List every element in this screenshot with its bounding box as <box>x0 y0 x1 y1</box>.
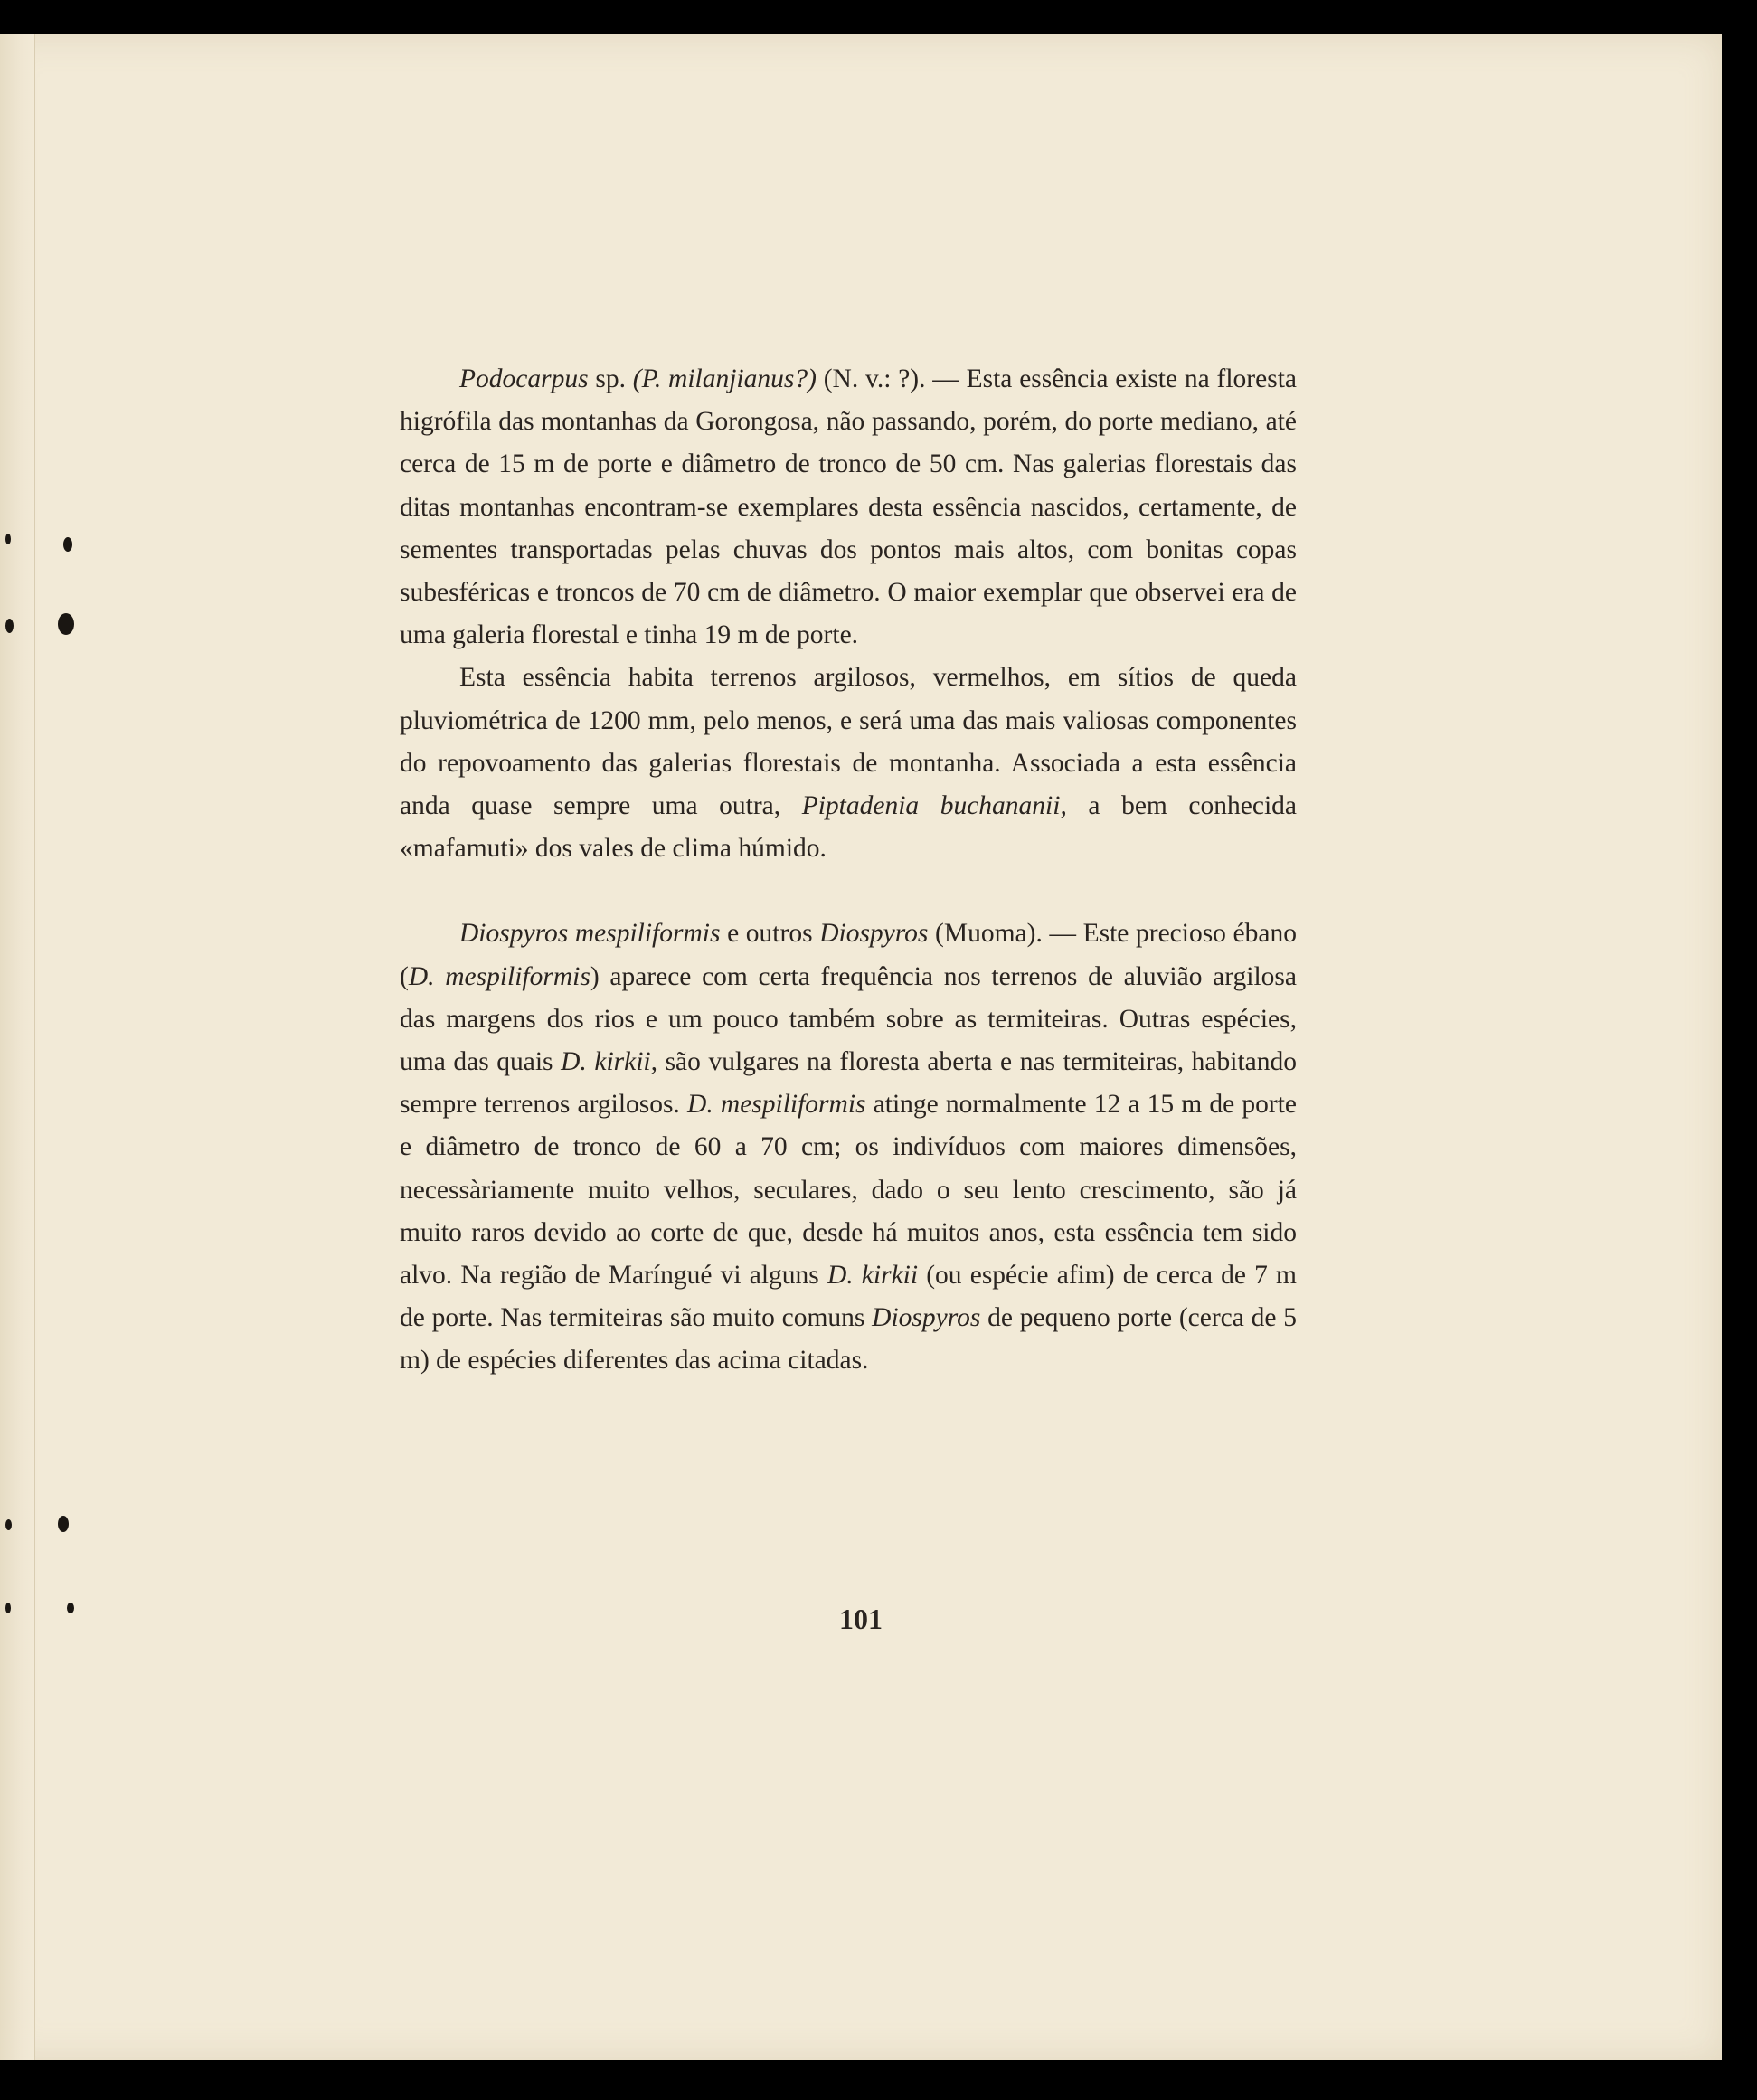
text-run: (N. v.: ?). — Esta essência existe na floresta higrófila das montanhas da Gorongosa, não passando, porém, do porte mediano, até cerca de 15 m de porte e diâmetro de tronco de 50 cm. Nas galerias florestais das ditas montanhas encontram-se exemplares desta essência nascidos, certamente, de sementes transportadas pelas chuvas dos pontos mais altos, com bonitas copas subesféricas e troncos de 70 cm de diâmetro. O maior exemplar que observei era de uma galeria florestal e tinha 19 m de porte. <box>400 364 1297 650</box>
text-run: e outros <box>720 919 820 949</box>
italic-term: (P. milanjianus?) <box>632 364 817 393</box>
paragraph-diospyros <box>400 913 1297 1382</box>
italic-term: D. kirkii <box>827 1261 919 1291</box>
text-run: (Muoma). — Este precioso ébano ( <box>400 919 1297 991</box>
binding-mark <box>58 613 74 635</box>
text-run: a bem conhecida «mafamuti» dos vales de clima húmido. <box>400 791 1298 864</box>
italic-term: D. mespiliformis <box>408 961 590 991</box>
book-page <box>0 34 1722 2060</box>
italic-term: Diospyros <box>872 1303 981 1333</box>
text-run: sp. <box>588 364 633 393</box>
italic-term: Diospyros <box>819 919 929 949</box>
binding-mark <box>5 1519 12 1530</box>
paragraph-habitat <box>400 657 1297 870</box>
text-run: (ou espécie afim) de cerca de 7 m de porte. Nas termiteiras são muito comuns <box>400 1261 1298 1333</box>
italic-term: Podocarpus <box>459 364 589 393</box>
italic-term: D. kirkii, <box>561 1047 657 1077</box>
text-run: ) aparece com certa frequência nos terrenos de aluvião argilosa das margens dos rios e um pouco também sobre as termiteiras. Outras espécies, uma das quais <box>400 961 1297 1077</box>
binding-mark <box>58 1516 69 1532</box>
binding-mark <box>5 534 11 544</box>
body-text <box>400 358 1297 1383</box>
text-run: Esta essência habita terrenos argilosos, vermelhos, em sítios de queda pluviométrica de 1200 mm, pelo menos, e será uma das mais valiosas componentes do repovoamento das galerias florestais de montanha. Associada a esta essência anda quase sempre uma outra, <box>400 663 1297 821</box>
page-binding-edge <box>0 34 35 2060</box>
italic-term: Diospyros mespiliformis <box>459 919 721 949</box>
italic-term: D. mespiliformis <box>687 1090 866 1120</box>
text-run: são vulgares na floresta aberta e nas termiteiras, habitando sempre terrenos argilosos. <box>400 1047 1298 1120</box>
italic-term: Piptadenia buchananii, <box>801 791 1067 821</box>
page-number: 101 <box>839 1603 883 1635</box>
text-run: de pequeno porte (cerca de 5 m) de espécies diferentes das acima citadas. <box>400 1303 1297 1376</box>
text-run: atinge normalmente 12 a 15 m de porte e diâmetro de tronco de 60 a 70 cm; os indivíduos com maiores dimensões, necessàriamente muito velhos, seculares, dado o seu lento crescimento, são já muito raros devido ao corte de que, desde há muitos anos, esta essência tem sido alvo. Na região de Maríngué vi alguns <box>400 1090 1298 1291</box>
paragraph-podocarpus <box>400 358 1297 657</box>
binding-mark <box>5 619 14 633</box>
binding-mark <box>63 537 72 552</box>
